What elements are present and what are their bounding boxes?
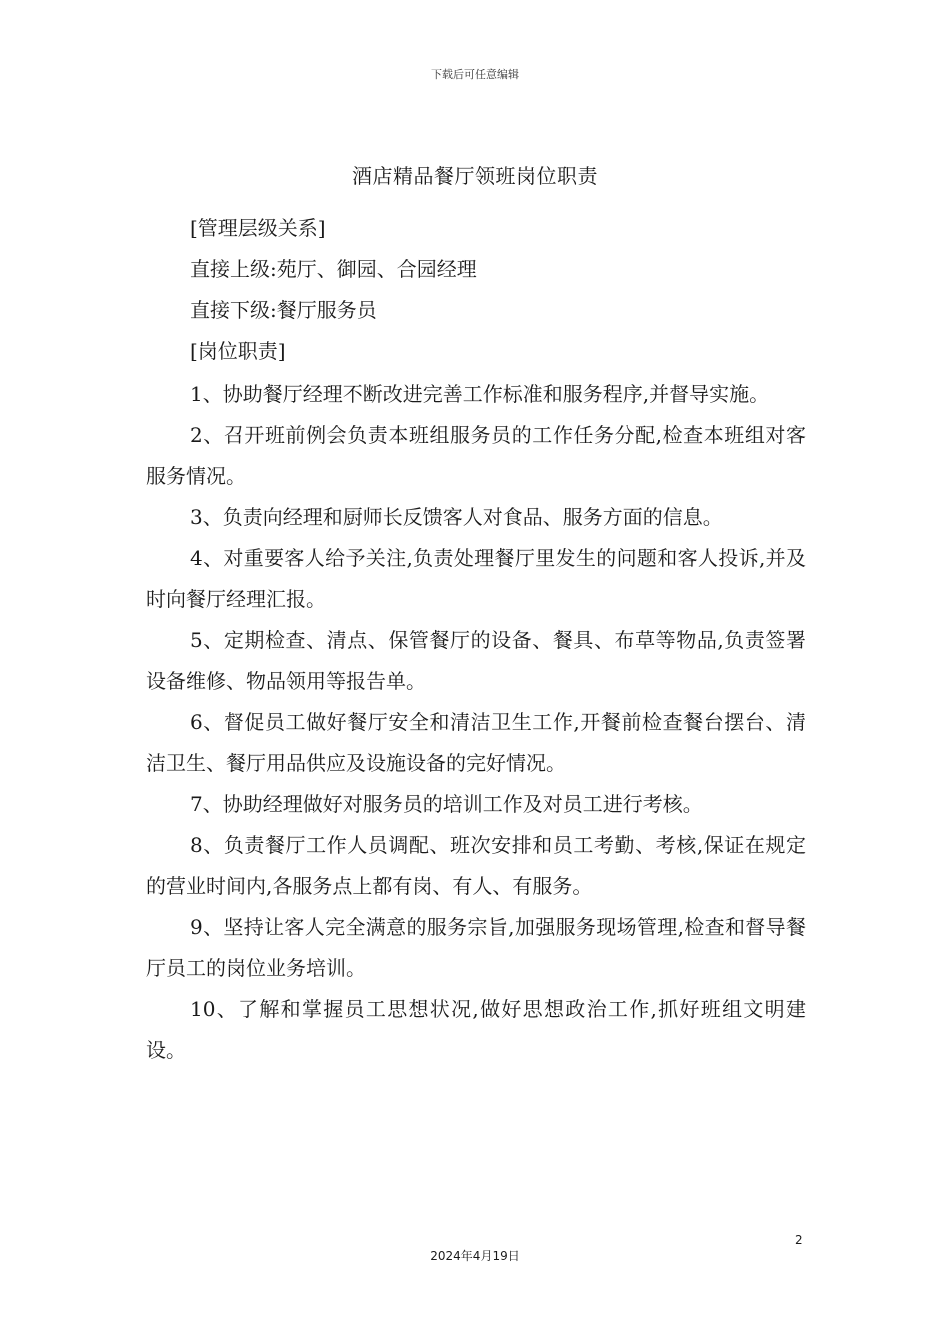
duty-item: 4、对重要客人给予关注,负责处理餐厅里发生的问题和客人投诉,并及时向餐厅经理汇报。 [146, 546, 806, 611]
duty-item: 3、负责向经理和厨师长反馈客人对食品、服务方面的信息。 [190, 505, 723, 529]
duty-item: 7、协助经理做好对服务员的培训工作及对员工进行考核。 [190, 792, 703, 816]
duty-item: 2、召开班前例会负责本班组服务员的工作任务分配,检查本班组对客服务情况。 [146, 423, 806, 488]
document-title: 酒店精品餐厅领班岗位职责 [352, 164, 598, 188]
footer-date: 2024年4月19日 [430, 1249, 520, 1263]
direct-subordinate: 直接下级:餐厅服务员 [190, 298, 377, 322]
section-heading-management: [管理层级关系] [190, 216, 326, 240]
document-body [146, 210, 806, 1071]
duty-item: 5、定期检查、清点、保管餐厅的设备、餐具、布草等物品,负责签署设备维修、物品领用等报告单。 [146, 628, 806, 693]
duty-item: 8、负责餐厅工作人员调配、班次安排和员工考勤、考核,保证在规定的营业时间内,各服务点上都有岗、有人、有服务。 [146, 833, 806, 898]
duty-item: 10、了解和掌握员工思想状况,做好思想政治工作,抓好班组文明建设。 [146, 997, 806, 1062]
header-note: 下载后可任意编辑 [431, 68, 519, 81]
duty-item: 1、协助餐厅经理不断改进完善工作标准和服务程序,并督导实施。 [190, 382, 770, 406]
direct-superior: 直接上级:苑厅、御园、合园经理 [190, 257, 477, 281]
duty-item: 6、督促员工做好餐厅安全和清洁卫生工作,开餐前检查餐台摆台、清洁卫生、餐厅用品供应及设施设备的完好情况。 [146, 710, 806, 775]
page-number: 2 [795, 1233, 803, 1247]
duty-item: 9、坚持让客人完全满意的服务宗旨,加强服务现场管理,检查和督导餐厅员工的岗位业务培训。 [146, 915, 806, 980]
section-heading-duties: [岗位职责] [190, 339, 286, 363]
